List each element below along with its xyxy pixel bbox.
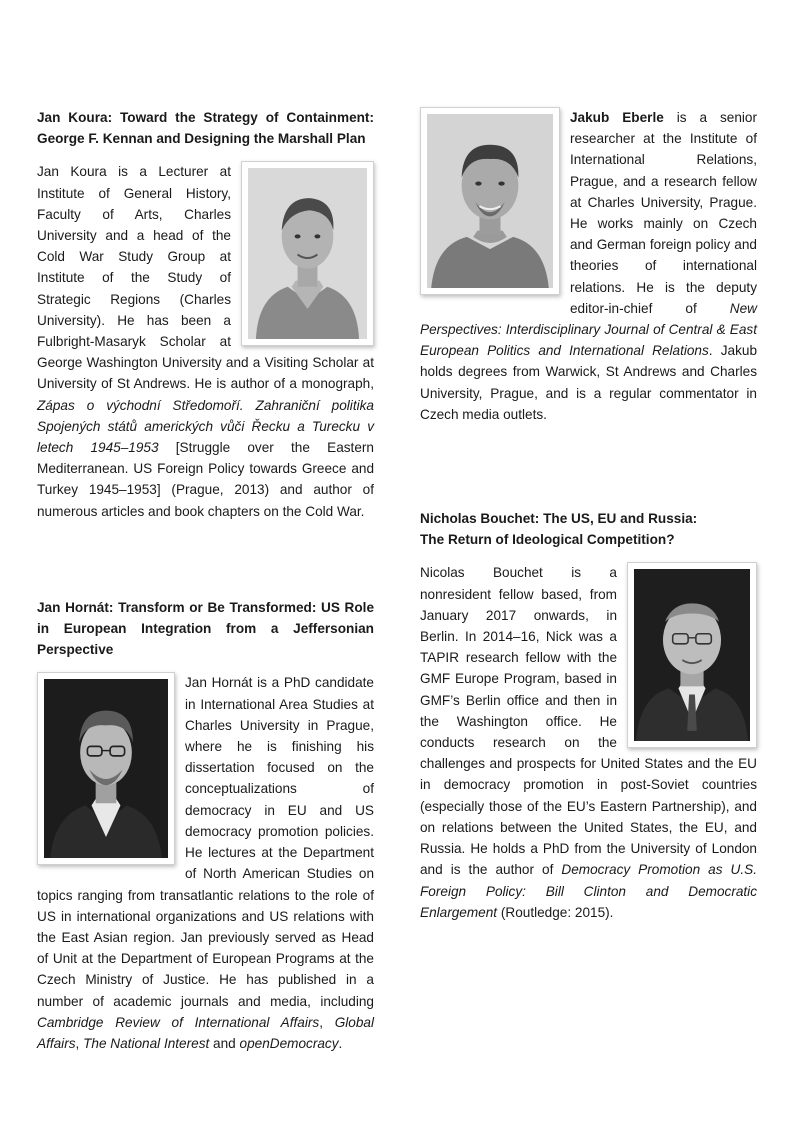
text-span: openDemocracy <box>239 1035 339 1051</box>
section-koura <box>37 107 374 522</box>
text-span: , <box>75 1035 84 1051</box>
section-bouchet <box>420 508 757 923</box>
text-span: Nicolas Bouchet is a nonresident fellow based, from January 2017 onwards, in Berlin. In 2014–16, Nick was a TAPIR research fellow with the GMF Europe Program, based in GMF’s Berlin office and then in the Washington office. He conducts research on the challenges and prospects for United States and the EU in democracy promotion in post-Soviet countries (especially those of the EU’s Eastern Partnership), and on relations between the United States, the EU, and Russia. He holds a PhD from the University of London and is the author of <box>420 565 757 878</box>
text-span: Global Affairs <box>37 1014 374 1051</box>
portrait-eberle-image <box>427 114 553 288</box>
portrait-photo-bouchet <box>627 562 757 748</box>
right-column <box>420 107 757 923</box>
text-span: is a senior researcher at the Institute of International Relations, Prague, and a research fellow at Charles University, Prague. He works mainly on Czech and German foreign policy and theories of international relations. He is the deputy editor-in-chief of <box>570 110 758 316</box>
text-span: Cambridge Review of International Affairs <box>37 1014 320 1030</box>
text-span: Jan Hornát is a PhD candidate in International Area Studies at Charles University in Prague, where he is finishing his dissertation focused on the conceptualizations of democracy in EU and US democracy promotion policies. He lectures at the Department of North American Studies on topics ranging from transatlantic relations to the role of US in international organizations and US relations with the East Asian region. Jan previously served as Head of Unit at the Department of European Programs at the Czech Ministry of Justice. He has published in a number of academic journals and media, including <box>37 675 374 1009</box>
text-span: , <box>319 1014 335 1030</box>
journal-title: New Perspectives: Interdisciplinary Journal of Central & East European Politics and International Relations <box>420 300 757 359</box>
portrait-bouchet-image <box>634 569 750 741</box>
text-span: [Struggle over the Eastern Mediterranean. US Foreign Policy towards Greece and Turkey 1945–1953] (Prague, 2013) and author of numerous articles and book chapters on the Cold War. <box>37 440 374 519</box>
text-span: (Routledge: 2015). <box>497 904 614 920</box>
text-span: The National Interest <box>83 1035 210 1051</box>
text-span: . Jakub holds degrees from Warwick, St Andrews and Charles University, Prague, and is a regular commentator in Czech media outlets. <box>420 343 757 422</box>
portrait-hornat-image <box>44 679 168 858</box>
text-span: Nicholas Bouchet: The US, EU and Russia: <box>420 511 698 527</box>
portrait-photo-hornat <box>37 672 175 865</box>
text-span: Jan Koura is a Lecturer at Institute of General History, Faculty of Arts, Charles University and a head of the Cold War Study Group at Institute of the Study of Strategic Regions (Charles University). He has been a Fulbright-Masaryk Scholar at George Washington University and a Visiting Scholar at University of St Andrews. He is author of a monograph, <box>37 164 374 392</box>
section-heading-koura: Jan Koura: Toward the Strategy of Containment: George F. Kennan and Designing the Marshall Plan <box>37 110 374 147</box>
section-hornat <box>37 597 374 1054</box>
section-heading-bouchet <box>420 508 757 550</box>
section-eberle <box>420 107 757 425</box>
text-span: The Return of Ideological Competition? <box>420 532 675 548</box>
text-span: and <box>209 1035 240 1051</box>
portrait-koura-image <box>248 168 367 339</box>
book-title: Democracy Promotion as U.S. Foreign Policy: Bill Clinton and Democratic Enlargement <box>420 862 757 920</box>
monograph-title: Zápas o východní Středomoří. Zahraniční politika Spojených států amerických vůči Řecku a Turecku v letech 1945–1953 <box>37 397 374 456</box>
portrait-photo-eberle <box>420 107 560 295</box>
name-eberle: Jakub Eberle <box>570 110 664 125</box>
section-heading-hornat: Jan Hornát: Transform or Be Transformed: US Role in European Integration from a Jeffersonian Perspective <box>37 599 374 658</box>
portrait-photo-koura <box>241 161 374 346</box>
left-column <box>37 107 374 1054</box>
text-span: . <box>338 1035 343 1051</box>
